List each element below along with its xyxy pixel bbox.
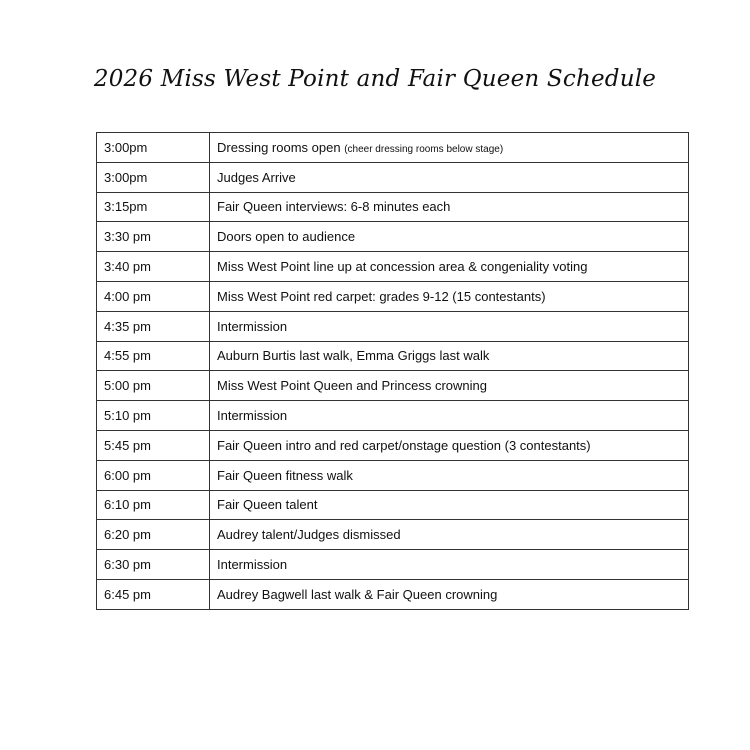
schedule-table: [96, 132, 689, 610]
table-row: [97, 550, 689, 580]
time-cell: 3:40 pm: [97, 252, 210, 282]
event-cell: [210, 371, 689, 401]
event-cell: [210, 133, 689, 163]
table-row: [97, 192, 689, 222]
event-cell: [210, 520, 689, 550]
table-row: [97, 371, 689, 401]
table-row: [97, 341, 689, 371]
event-cell: [210, 311, 689, 341]
time-cell: 3:00pm: [97, 162, 210, 192]
event-cell: [210, 222, 689, 252]
event-text: Audrey Bagwell last walk & Fair Queen crowning: [217, 586, 498, 602]
event-text: Intermission: [217, 408, 288, 424]
event-text: Dressing rooms open: [217, 139, 341, 155]
time-cell: 6:20 pm: [97, 520, 210, 550]
time-cell: 6:30 pm: [97, 550, 210, 580]
table-row: [97, 162, 689, 192]
event-cell: [210, 192, 689, 222]
event-text: Fair Queen talent: [217, 497, 318, 513]
time-cell: 6:10 pm: [97, 490, 210, 520]
event-text: Audrey talent/Judges dismissed: [217, 527, 401, 543]
table-row: [97, 222, 689, 252]
table-row: [97, 252, 689, 282]
time-cell: 4:00 pm: [97, 281, 210, 311]
time-cell: 5:10 pm: [97, 401, 210, 431]
time-cell: 3:30 pm: [97, 222, 210, 252]
event-cell: [210, 490, 689, 520]
table-row: [97, 520, 689, 550]
time-cell: 4:35 pm: [97, 311, 210, 341]
table-row: [97, 460, 689, 490]
event-text: Auburn Burtis last walk, Emma Griggs last walk: [217, 348, 490, 364]
event-cell: [210, 460, 689, 490]
event-text: Judges Arrive: [217, 169, 296, 185]
time-cell: 6:45 pm: [97, 579, 210, 609]
time-cell: 3:00pm: [97, 133, 210, 163]
table-row: [97, 281, 689, 311]
event-cell: [210, 252, 689, 282]
table-row: [97, 430, 689, 460]
event-text: Fair Queen fitness walk: [217, 467, 353, 483]
event-text: Miss West Point Queen and Princess crowning: [217, 378, 487, 394]
time-cell: 3:15pm: [97, 192, 210, 222]
time-cell: 6:00 pm: [97, 460, 210, 490]
event-cell: [210, 430, 689, 460]
event-note: (cheer dressing rooms below stage): [344, 143, 504, 155]
event-text: Fair Queen intro and red carpet/onstage question (3 contestants): [217, 437, 591, 453]
table-row: [97, 490, 689, 520]
table-row: [97, 579, 689, 609]
event-cell: [210, 401, 689, 431]
table-row: [97, 311, 689, 341]
event-cell: [210, 579, 689, 609]
event-cell: [210, 162, 689, 192]
time-cell: 4:55 pm: [97, 341, 210, 371]
event-cell: [210, 281, 689, 311]
time-cell: 5:00 pm: [97, 371, 210, 401]
event-text: Fair Queen interviews: 6-8 minutes each: [217, 199, 451, 215]
table-row: [97, 401, 689, 431]
event-text: Miss West Point line up at concession area & congeniality voting: [217, 259, 588, 275]
event-cell: [210, 550, 689, 580]
event-text: Doors open to audience: [217, 229, 356, 245]
event-cell: [210, 341, 689, 371]
page-title: 2026 Miss West Point and Fair Queen Schedule: [93, 66, 657, 92]
event-text: Intermission: [217, 557, 288, 573]
event-text: Intermission: [217, 318, 288, 334]
time-cell: 5:45 pm: [97, 430, 210, 460]
table-row: [97, 133, 689, 163]
event-text: Miss West Point red carpet: grades 9-12 (15 contestants): [217, 288, 546, 304]
